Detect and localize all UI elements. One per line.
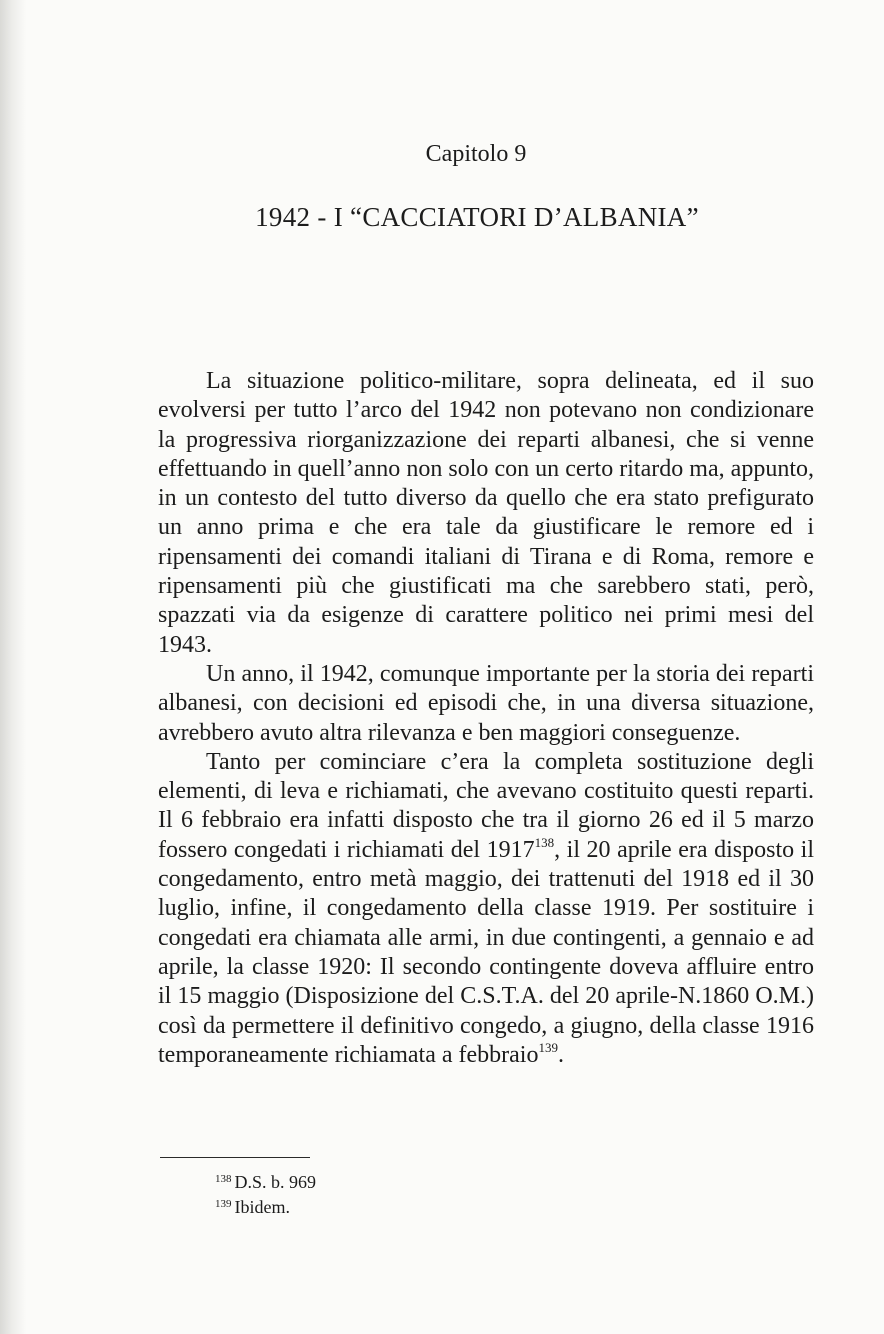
paragraph-2: Un anno, il 1942, comunque importante per la storia dei reparti albanesi, con decisioni ed episodi che, in una diversa situazione, avrebbero avuto altra rilevanza e ben maggiori conseguenze. <box>158 660 814 746</box>
paragraph-3-text-c: . <box>557 1041 564 1068</box>
chapter-title: 1942 - I “CACCIATORI D’ALBANIA” <box>255 202 699 232</box>
footnote-text: D.S. b. 969 <box>234 1172 317 1192</box>
body-text <box>158 367 814 1070</box>
footnote-ref-138: 138 <box>534 834 555 850</box>
footnote-text: Ibidem. <box>234 1197 290 1217</box>
footnote-number: 138 <box>215 1173 232 1185</box>
footnote-ref-139: 139 <box>538 1039 558 1055</box>
paragraph-3-text-b: , il 20 aprile era disposto il congedamento, entro metà maggio, dei trattenuti del 1918 ed il 30 luglio, infine, il congedamento della classe 1919. Per sostituire i congedati era chiamata alle armi, in due contingenti, a gennaio e ad aprile, la classe 1920: Il secondo contingente doveva affluire entro il 15 maggio (Disposizione del C.S.T.A. del 20 aprile-N.1860 O.M.) così da permettere il definitivo congedo, a giugno, della classe 1916 temporaneamente richiamata a febbraio <box>158 836 814 1068</box>
paragraph-3 <box>158 748 814 1070</box>
footnote-item <box>215 1170 316 1195</box>
footnote-item <box>215 1195 316 1220</box>
paragraph-3-text-a: Tanto per cominciare c’era la completa sostituzione degli elementi, di leva e richiamati, che avevano costituito questi reparti. Il 6 febbraio era infatti disposto che tra il giorno 26 ed il 5 marzo fossero congedati i richiamati del 1917 <box>158 748 814 863</box>
footnote-divider <box>160 1157 310 1158</box>
paragraph-1: La situazione politico-militare, sopra delineata, ed il suo evolversi per tutto l’arco del 1942 non potevano non condizionare la progressiva riorganizzazione dei reparti albanesi, che si venne effettuando in quell’anno non solo con un certo ritardo ma, appunto, in un contesto del tutto diverso da quello che era stato prefigurato un anno prima e che era tale da giustificare le remore ed i ripensamenti dei comandi italiani di Tirana e di Roma, remore e ripensamenti più che giustificati ma che sarebbero stati, però, spazzati via da esigenze di carattere politico nei primi mesi del 1943. <box>158 368 814 658</box>
chapter-label: Capitolo 9 <box>425 141 527 167</box>
footnote-number: 139 <box>215 1198 232 1210</box>
footnotes <box>215 1170 316 1220</box>
